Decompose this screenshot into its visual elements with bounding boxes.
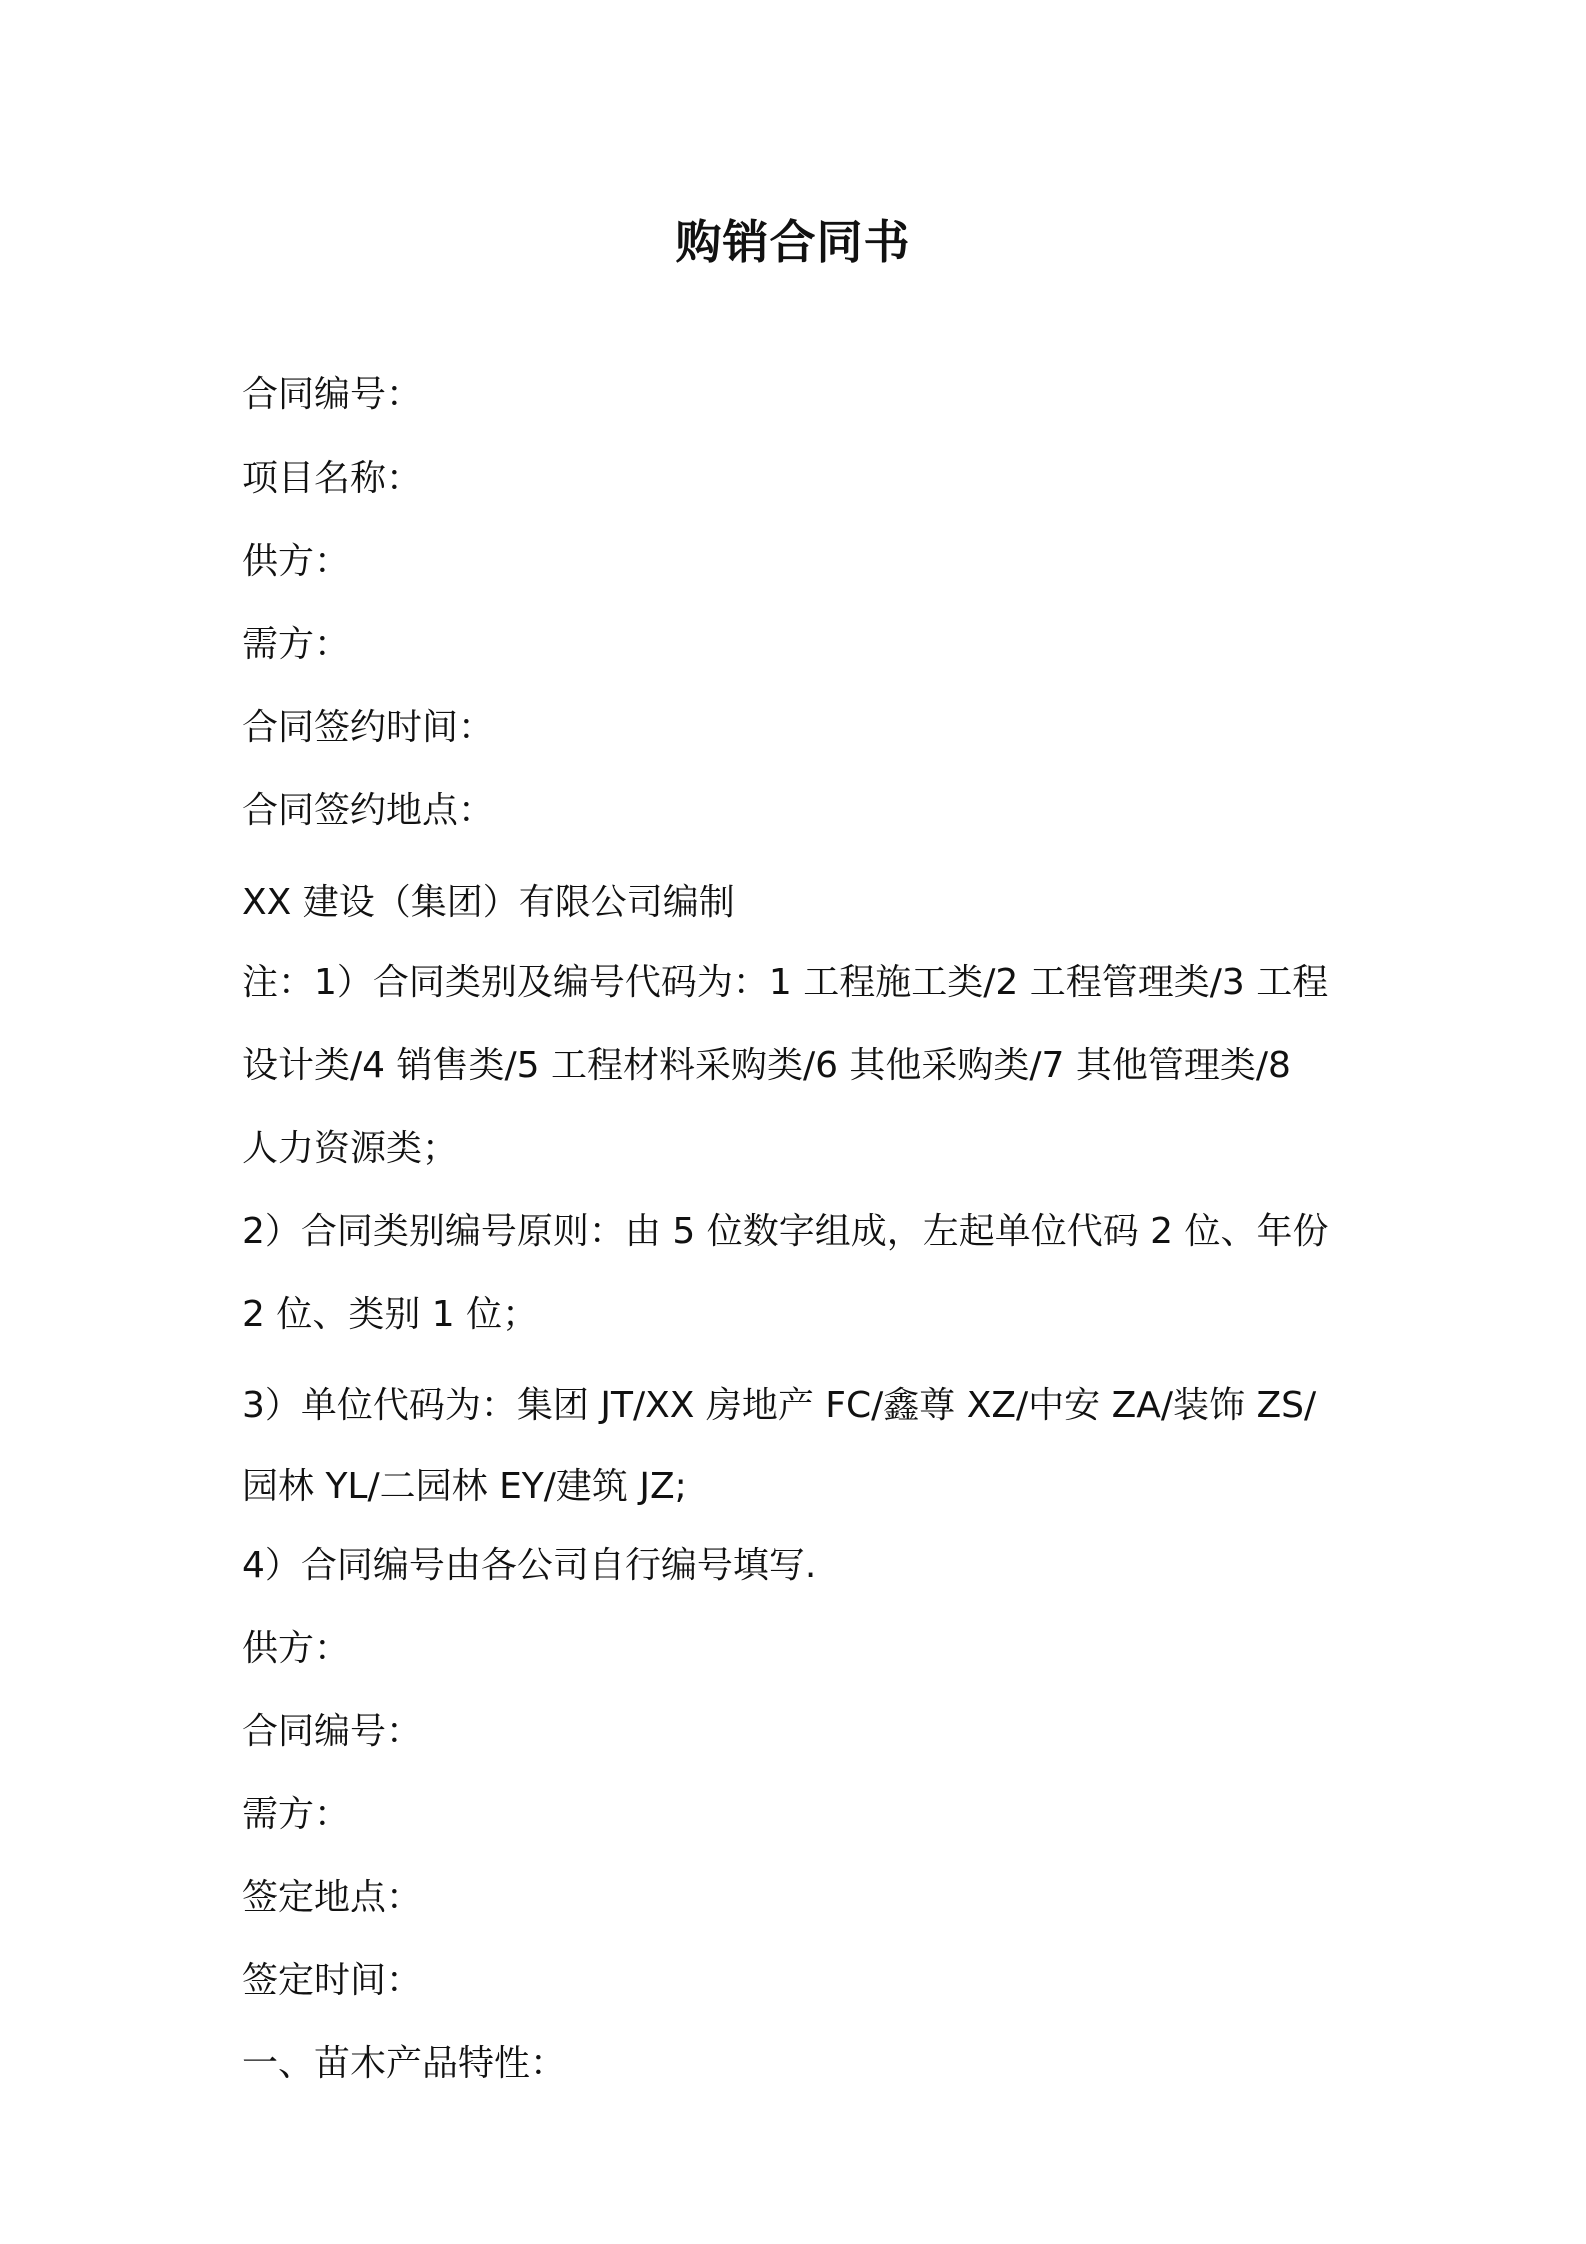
contract-field-buyer: 需方： xyxy=(242,1794,351,1835)
document-title: 购销合同书 xyxy=(675,215,911,269)
field-supplier: 供方： xyxy=(242,541,351,582)
field-buyer: 需方： xyxy=(242,624,351,665)
contract-field-number: 合同编号： xyxy=(242,1711,423,1752)
note-line: 人力资源类； xyxy=(242,1128,459,1169)
note-line: 2）合同类别编号原则：由 5 位数字组成，左起单位代码 2 位、年份 xyxy=(242,1211,1329,1252)
note-line: 3）单位代码为：集团 JT/XX 房地产 FC/鑫尊 XZ/中安 ZA/装饰 ZS/ xyxy=(242,1385,1317,1426)
note-line: 4）合同编号由各公司自行编号填写. xyxy=(242,1545,817,1586)
field-contract-number: 合同编号： xyxy=(242,374,423,415)
contract-field-time: 签定时间： xyxy=(242,1960,423,2001)
note-line: 注：1）合同类别及编号代码为：1 工程施工类/2 工程管理类/3 工程 xyxy=(242,962,1329,1003)
field-project-name: 项目名称： xyxy=(242,458,423,499)
compiler-line: XX 建设（集团）有限公司编制 xyxy=(242,882,735,923)
field-signing-location: 合同签约地点： xyxy=(242,790,495,831)
section-heading: 一、苗木产品特性： xyxy=(242,2043,567,2084)
contract-field-supplier: 供方： xyxy=(242,1628,351,1669)
note-line: 园林 YL/二园林 EY/建筑 JZ; xyxy=(242,1466,687,1507)
note-line: 2 位、类别 1 位； xyxy=(242,1294,539,1335)
contract-field-location: 签定地点： xyxy=(242,1877,423,1918)
field-signing-time: 合同签约时间： xyxy=(242,707,495,748)
note-line: 设计类/4 销售类/5 工程材料采购类/6 其他采购类/7 其他管理类/8 xyxy=(242,1045,1291,1086)
